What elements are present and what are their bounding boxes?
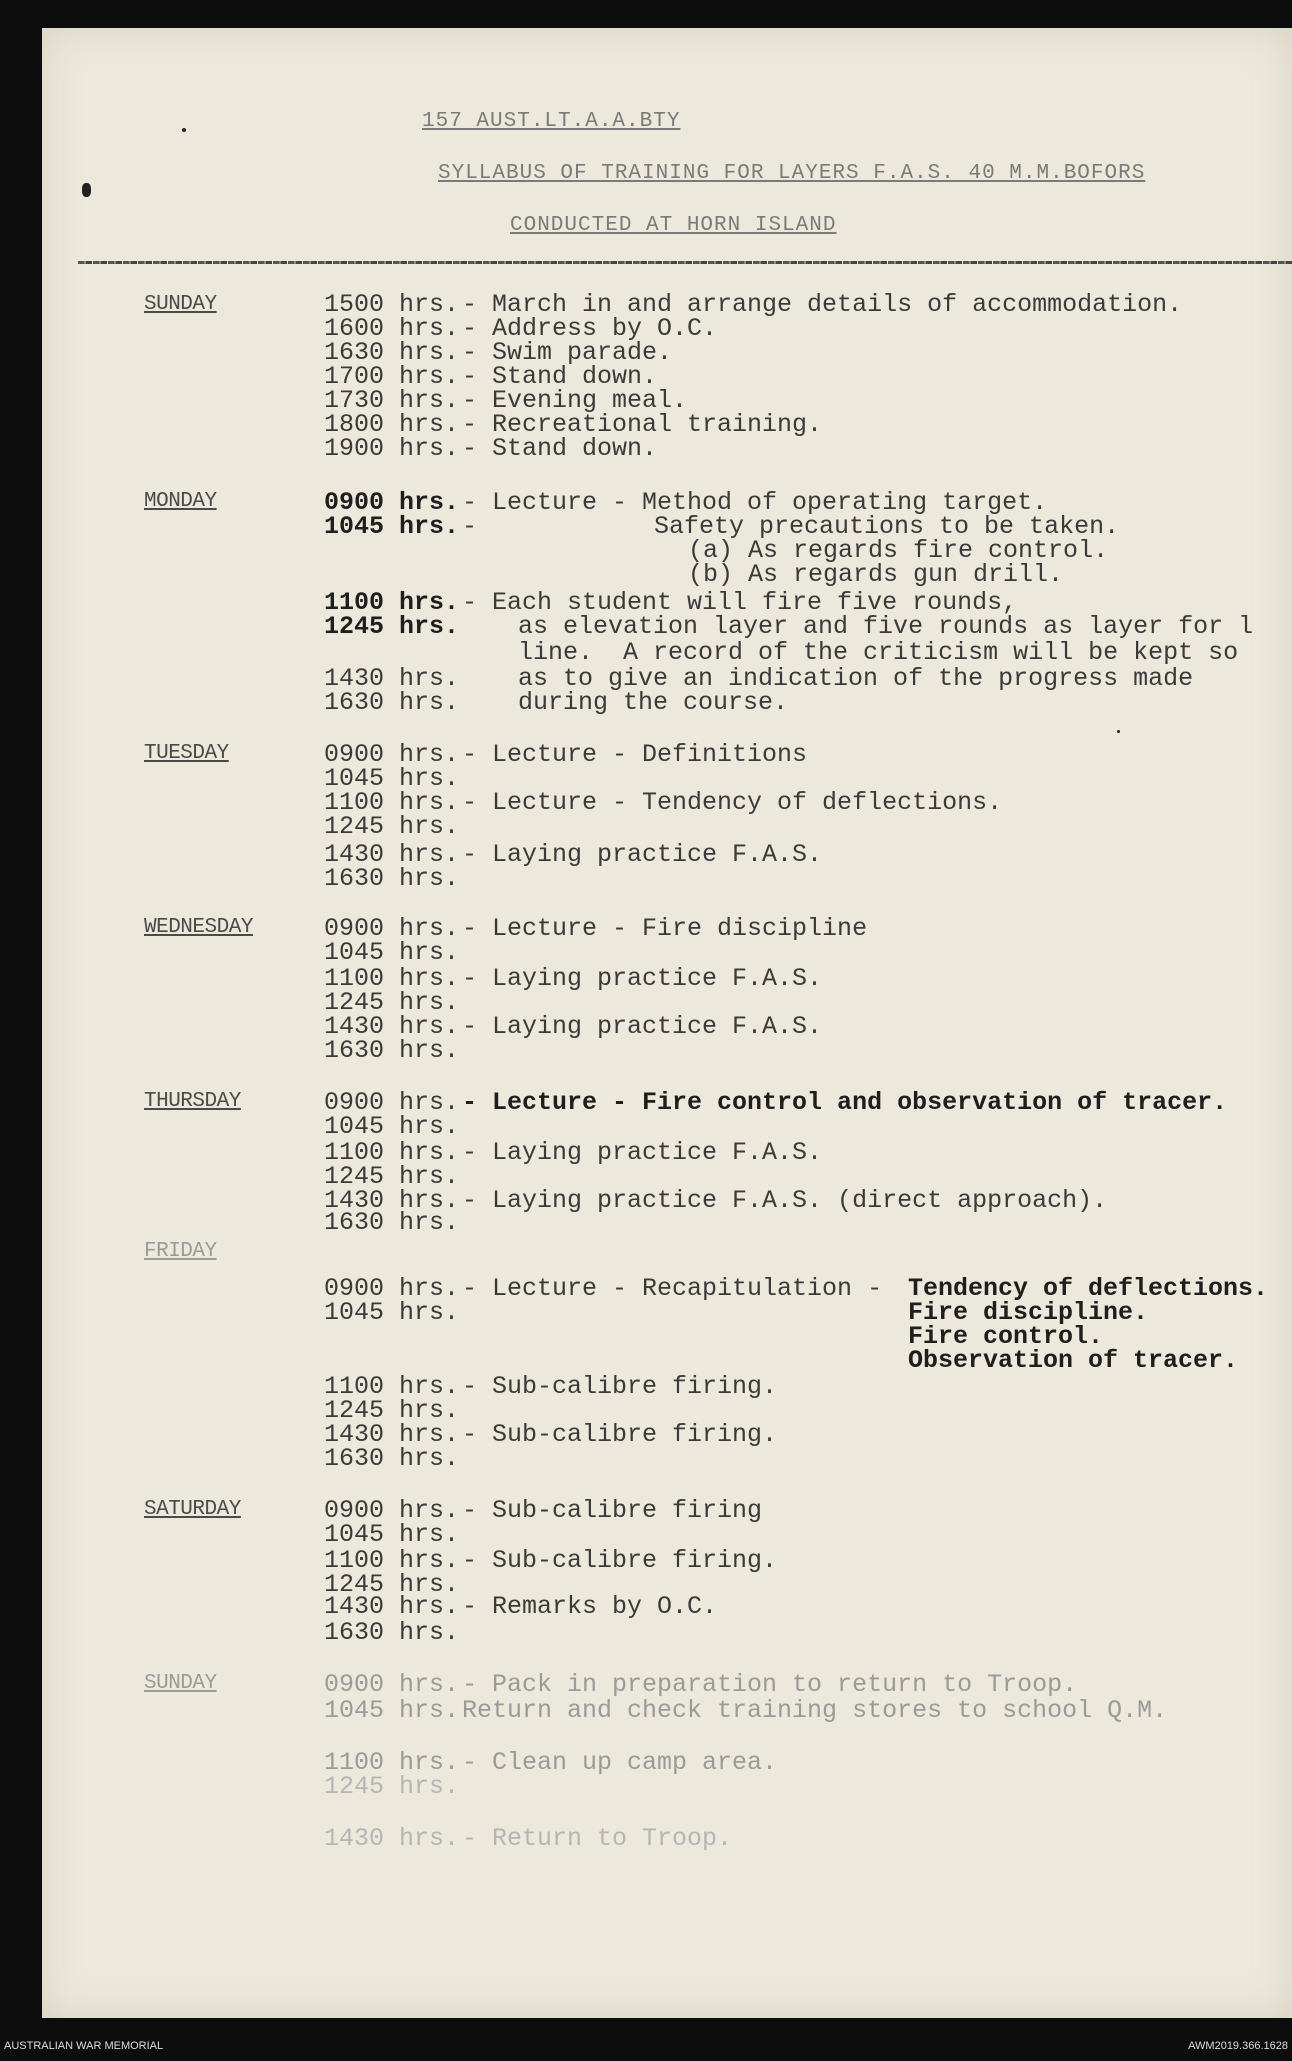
- activity-text: (a) As regards fire control.: [688, 536, 1109, 565]
- time-entry: 1900 hrs.: [324, 434, 460, 463]
- time-entry: 0900 hrs.: [324, 914, 460, 943]
- time-entry: 1430 hrs.: [324, 1592, 460, 1621]
- footer-source: AUSTRALIAN WAR MEMORIAL: [4, 2040, 164, 2052]
- activity-text: - Remarks by O.C.: [462, 1592, 718, 1621]
- time-entry: 1245 hrs.: [324, 988, 460, 1017]
- time-entry: 1245 hrs.: [324, 1396, 460, 1425]
- time-entry: 0900 hrs.: [324, 740, 460, 769]
- time-entry: 0900 hrs.: [324, 1088, 460, 1117]
- time-entry: 1045 hrs.: [324, 1298, 460, 1327]
- time-entry: 1430 hrs.: [324, 1012, 460, 1041]
- footer-catalogue-number: AWM2019.366.1628: [1188, 2040, 1288, 2052]
- time-entry: 1100 hrs.: [324, 588, 460, 617]
- day-label: WEDNESDAY: [144, 916, 253, 939]
- activity-text: Tendency of deflections.: [908, 1274, 1269, 1303]
- time-entry: 0900 hrs.: [324, 488, 460, 517]
- activity-text: - Stand down.: [462, 362, 658, 391]
- time-entry: 1100 hrs.: [324, 1372, 460, 1401]
- time-entry: 1430 hrs.: [324, 1824, 460, 1853]
- time-entry: 1430 hrs.: [324, 840, 460, 869]
- activity-text: - Swim parade.: [462, 338, 673, 367]
- time-entry: 1245 hrs.: [324, 812, 460, 841]
- time-entry: 1630 hrs.: [324, 1618, 460, 1647]
- time-entry: 1430 hrs.: [324, 664, 460, 693]
- time-entry: 1630 hrs.: [324, 1208, 460, 1237]
- activity-text: - March in and arrange details of accommodation.: [462, 290, 1183, 319]
- time-entry: 1045 hrs.: [324, 938, 460, 967]
- time-entry: 1600 hrs.: [324, 314, 460, 343]
- day-label: MONDAY: [144, 490, 217, 513]
- time-entry: 1630 hrs.: [324, 1036, 460, 1065]
- time-entry: 1045 hrs.: [324, 1112, 460, 1141]
- day-label: THURSDAY: [144, 1090, 241, 1113]
- time-entry: 1800 hrs.: [324, 410, 460, 439]
- time-entry: 0900 hrs.: [324, 1496, 460, 1525]
- activity-text: (b) As regards gun drill.: [688, 560, 1064, 589]
- activity-text: - Evening meal.: [462, 386, 688, 415]
- day-label: SATURDAY: [144, 1498, 241, 1521]
- activity-text: - Laying practice F.A.S.: [462, 1012, 823, 1041]
- location-title: CONDUCTED AT HORN ISLAND: [510, 214, 837, 237]
- time-entry: 1245 hrs.: [324, 1772, 460, 1801]
- time-entry: 1045 hrs.: [324, 512, 460, 541]
- activity-text: - Pack in preparation to return to Troop.: [462, 1670, 1078, 1699]
- activity-text: - Address by O.C.: [462, 314, 718, 343]
- activity-text: - Return to Troop.: [462, 1824, 733, 1853]
- activity-text: - Recreational training.: [462, 410, 823, 439]
- activity-text: - Sub-calibre firing.: [462, 1420, 778, 1449]
- syllabus-title: SYLLABUS OF TRAINING FOR LAYERS F.A.S. 40 M.M.BOFORS: [438, 162, 1146, 185]
- activity-text: - Laying practice F.A.S.: [462, 1138, 823, 1167]
- day-label: SUNDAY: [144, 293, 217, 316]
- activity-text: - Stand down.: [462, 434, 658, 463]
- time-entry: 1500 hrs.: [324, 290, 460, 319]
- activity-text: - Lecture - Method of operating target.: [462, 488, 1048, 517]
- time-entry: 1630 hrs.: [324, 1444, 460, 1473]
- activity-text: as to give an indication of the progress made: [518, 664, 1194, 693]
- ink-speck: [182, 128, 186, 132]
- divider-rule: [78, 261, 1292, 264]
- time-entry: 1100 hrs.: [324, 1546, 460, 1575]
- activity-text: - Lecture - Definitions: [462, 740, 808, 769]
- time-entry: 1430 hrs.: [324, 1186, 460, 1215]
- activity-text: Fire control.: [908, 1322, 1104, 1351]
- time-entry: 0900 hrs.: [324, 1670, 460, 1699]
- time-entry: 1245 hrs.: [324, 612, 460, 641]
- activity-text: - Sub-calibre firing.: [462, 1372, 778, 1401]
- activity-text: - Lecture - Fire discipline: [462, 914, 868, 943]
- ink-mark: [82, 183, 91, 197]
- activity-text: line. A record of the criticism will be kept so: [518, 638, 1239, 667]
- time-entry: 1100 hrs.: [324, 1138, 460, 1167]
- activity-text: Return and check training stores to school Q.M.: [462, 1696, 1168, 1725]
- time-entry: 1630 hrs.: [324, 864, 460, 893]
- activity-text: - Laying practice F.A.S.: [462, 840, 823, 869]
- time-entry: 1245 hrs.: [324, 1570, 460, 1599]
- activity-text: Fire discipline.: [908, 1298, 1149, 1327]
- day-label: TUESDAY: [144, 742, 229, 765]
- time-entry: 1730 hrs.: [324, 386, 460, 415]
- time-entry: 1100 hrs.: [324, 788, 460, 817]
- day-label: FRIDAY: [144, 1240, 217, 1263]
- time-entry: 1630 hrs.: [324, 338, 460, 367]
- time-entry: 1100 hrs.: [324, 964, 460, 993]
- time-entry: 1100 hrs.: [324, 1748, 460, 1777]
- activity-text: -: [462, 512, 478, 541]
- activity-text: - Laying practice F.A.S.: [462, 964, 823, 993]
- time-entry: 1045 hrs.: [324, 1696, 460, 1725]
- activity-text: - Clean up camp area.: [462, 1748, 778, 1777]
- activity-text: - Sub-calibre firing.: [462, 1546, 778, 1575]
- activity-text: - Laying practice F.A.S. (direct approach).: [462, 1186, 1108, 1215]
- unit-title: 157 AUST.LT.A.A.BTY: [422, 110, 681, 133]
- ink-speck: [1117, 730, 1120, 733]
- activity-text: - Lecture - Tendency of deflections.: [462, 788, 1003, 817]
- activity-text: Safety precautions to be taken.: [654, 512, 1120, 541]
- time-entry: 1430 hrs.: [324, 1420, 460, 1449]
- time-entry: 1630 hrs.: [324, 688, 460, 717]
- time-entry: 1700 hrs.: [324, 362, 460, 391]
- activity-text: Observation of tracer.: [908, 1346, 1239, 1375]
- time-entry: 1045 hrs.: [324, 1520, 460, 1549]
- activity-text: - Lecture - Recapitulation -: [462, 1274, 883, 1303]
- time-entry: 0900 hrs.: [324, 1274, 460, 1303]
- activity-text: - Sub-calibre firing: [462, 1496, 763, 1525]
- document-page: [42, 28, 1292, 2018]
- activity-text: as elevation layer and five rounds as layer for l: [518, 612, 1254, 641]
- time-entry: 1045 hrs.: [324, 764, 460, 793]
- activity-text: during the course.: [518, 688, 789, 717]
- activity-text: - Lecture - Fire control and observation of tracer.: [462, 1088, 1228, 1117]
- time-entry: 1245 hrs.: [324, 1162, 460, 1191]
- activity-text: - Each student will fire five rounds,: [462, 588, 1018, 617]
- day-label: SUNDAY: [144, 1672, 217, 1695]
